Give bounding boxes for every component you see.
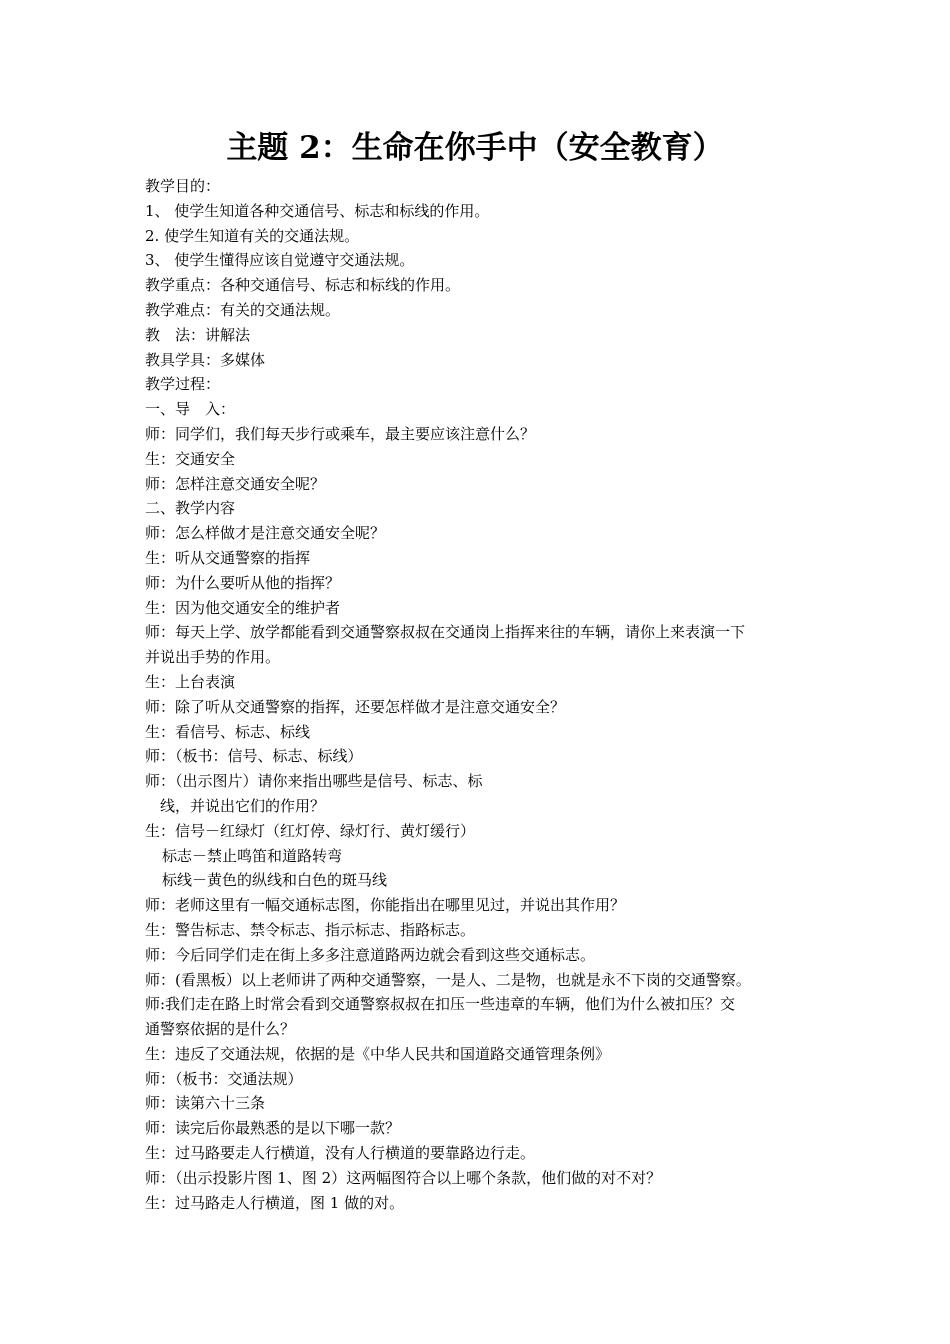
text-line: 1、 使学生知道各种交通信号、标志和标线的作用。 (145, 201, 490, 220)
text-line: 教 法：讲解法 (145, 325, 251, 344)
document-title: 主题 2：生命在你手中（安全教育） (226, 130, 724, 166)
text-line: 生：警告标志、禁令标志、指示标志、指路标志。 (145, 920, 476, 939)
text-line: 教学重点：各种交通信号、标志和标线的作用。 (145, 276, 461, 295)
text-line: 生：过马路走人行横道，图 1 做的对。 (145, 1193, 405, 1212)
text-line: 标志－禁止鸣笛和道路转弯 (162, 846, 343, 865)
text-line: 师：怎么样做才是注意交通安全呢？ (145, 524, 386, 543)
text-line: 师：（板书：信号、标志、标线） (145, 747, 363, 766)
text-line: 师：除了听从交通警察的指挥，还要怎样做才是注意交通安全？ (145, 697, 566, 716)
text-line: 二、教学内容 (145, 499, 236, 518)
text-line: 师：（板书：交通法规） (145, 1069, 303, 1088)
text-line: 3、 使学生懂得应该自觉遵守交通法规。 (145, 251, 415, 270)
text-line: 师：为什么要听从他的指挥？ (145, 573, 341, 592)
text-line: 线，并说出它们的作用？ (160, 796, 326, 815)
text-line: 师：读第六十三条 (145, 1094, 266, 1113)
text-line: 师：(看黑板）以上老师讲了两种交通警察，一是人、二是物，也就是永不下岗的交通警察。 (145, 970, 751, 989)
text-line: 生：上台表演 (145, 672, 236, 691)
text-line: 师：每天上学、放学都能看到交通警察叔叔在交通岗上指挥来往的车辆，请你上来表演一下 (145, 623, 746, 642)
text-line: 师：老师这里有一幅交通标志图，你能指出在哪里见过，并说出其作用？ (145, 896, 626, 915)
text-line: 生：过马路要走人行横道，没有人行横道的要靠路边行走。 (145, 1144, 536, 1163)
text-line: 生：看信号、标志、标线 (145, 722, 311, 741)
text-line: 生：听从交通警察的指挥 (145, 548, 311, 567)
text-line: 师：（出示投影片图 1、图 2）这两幅图符合以上哪个条款，他们做的对不对？ (145, 1168, 662, 1187)
text-line: 师：（出示图片）请你来指出哪些是信号、标志、标 (145, 772, 483, 791)
text-line: 生：因为他交通安全的维护者 (145, 598, 341, 617)
text-line: 师：同学们，我们每天步行或乘车，最主要应该注意什么？ (145, 424, 536, 443)
text-line: 教学难点：有关的交通法规。 (145, 300, 341, 319)
text-line: 通警察依据的是什么？ (145, 1020, 296, 1039)
text-line: 标线－黄色的纵线和白色的斑马线 (162, 871, 388, 890)
text-line: 教学过程： (145, 375, 221, 394)
text-line: 生：信号－红绿灯（红灯停、绿灯行、黄灯缓行） (145, 821, 476, 840)
text-line: 师:我们走在路上时常会看到交通警察叔叔在扣压一些违章的车辆，他们为什么被扣压？交 (145, 995, 736, 1014)
text-line: 生：违反了交通法规，依据的是《中华人民共和国道路交通管理条例》 (145, 1044, 611, 1063)
text-line: 师：怎样注意交通安全呢？ (145, 474, 326, 493)
text-line: 教学目的： (145, 177, 221, 195)
text-line: 教具学具：多媒体 (145, 350, 266, 369)
text-line: 师：读完后你最熟悉的是以下哪一款？ (145, 1119, 401, 1138)
document-body (145, 174, 817, 1215)
text-line: 2. 使学生知道有关的交通法规。 (145, 226, 360, 245)
text-line: 并说出手势的作用。 (145, 648, 281, 667)
text-line: 一、导 入： (145, 400, 236, 419)
text-line: 师：今后同学们走在街上多多注意道路两边就会看到这些交通标志。 (145, 945, 596, 964)
text-line: 生：交通安全 (145, 449, 236, 468)
